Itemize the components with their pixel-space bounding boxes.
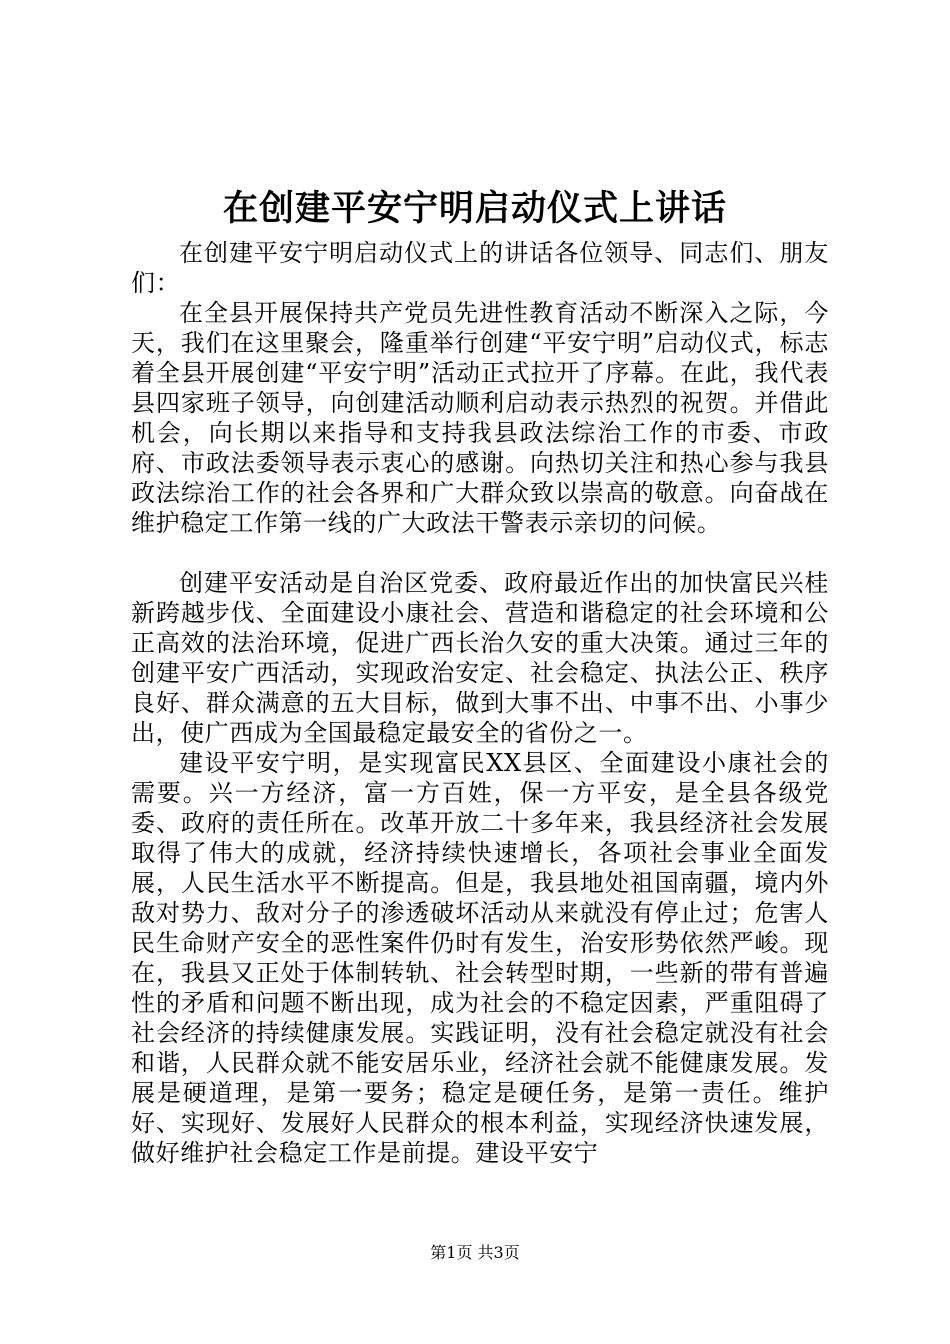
paragraph-opening: 在全县开展保持共产党员先进性教育活动不断深入之际，今天，我们在这里聚会，隆重举行创建“平安宁明”启动仪式，标志着全县开展创建“平安宁明”活动正式拉开了序幕。在此，我代表县四家班子领导，向创建活动顺利启动表示热烈的祝贺。并借此机会，向长期以来指导和支持我县政法综治工作的市委、市政府、市政法委领导表示衷心的感谢。向热切关注和热心参与我县政法综治工作的社会各界和广大群众致以崇高的敬意。向奋战在维护稳定工作第一线的广大政法干警表示亲切的问候。 (131, 299, 829, 537)
paragraph-greeting: 在创建平安宁明启动仪式上的讲话各位领导、同志们、朋友们： (131, 239, 829, 297)
paragraph-background: 创建平安活动是自治区党委、政府最近作出的加快富民兴桂新跨越步伐、全面建设小康社会、营造和谐稳定的社会环境和公正高效的法治环境，促进广西长治久安的重大决策。通过三年的创建平安广西活动，实现政治安定、社会稳定、执法公正、秩序良好、群众满意的五大目标，做到大事不出、中事不出、小事少出，使广西成为全国最稳定最安全的省份之一。 (131, 569, 829, 747)
document-body (131, 238, 829, 1168)
page-footer: 第1页 共3页 (430, 1243, 520, 1262)
paragraph-significance: 建设平安宁明，是实现富民XX县区、全面建设小康社会的需要。兴一方经济，富一方百姓，保一方平安，是全县各级党委、政府的责任所在。改革开放二十多年来，我县经济社会发展取得了伟大的成就，经济持续快速增长，各项社会事业全面发展，人民生活水平不断提高。但是，我县地处祖国南疆，境内外敌对势力、敌对分子的渗透破坏活动从来就没有停止过；危害人民生命财产安全的恶性案件仍时有发生，治安形势依然严峻。现在，我县又正处于体制转轨、社会转型时期，一些新的带有普遍性的矛盾和问题不断出现，成为社会的不稳定因素，严重阻碍了社会经济的持续健康发展。实践证明，没有社会稳定就没有社会和谐，人民群众就不能安居乐业，经济社会就不能健康发展。发展是硬道理，是第一要务；稳定是硬任务，是第一责任。维护好、实现好、发展好人民群众的根本利益，实现经济快速发展，做好维护社会稳定工作是前提。建设平安宁 (131, 749, 829, 1167)
document-title: 在创建平安宁明启动仪式上讲话 (222, 188, 727, 229)
